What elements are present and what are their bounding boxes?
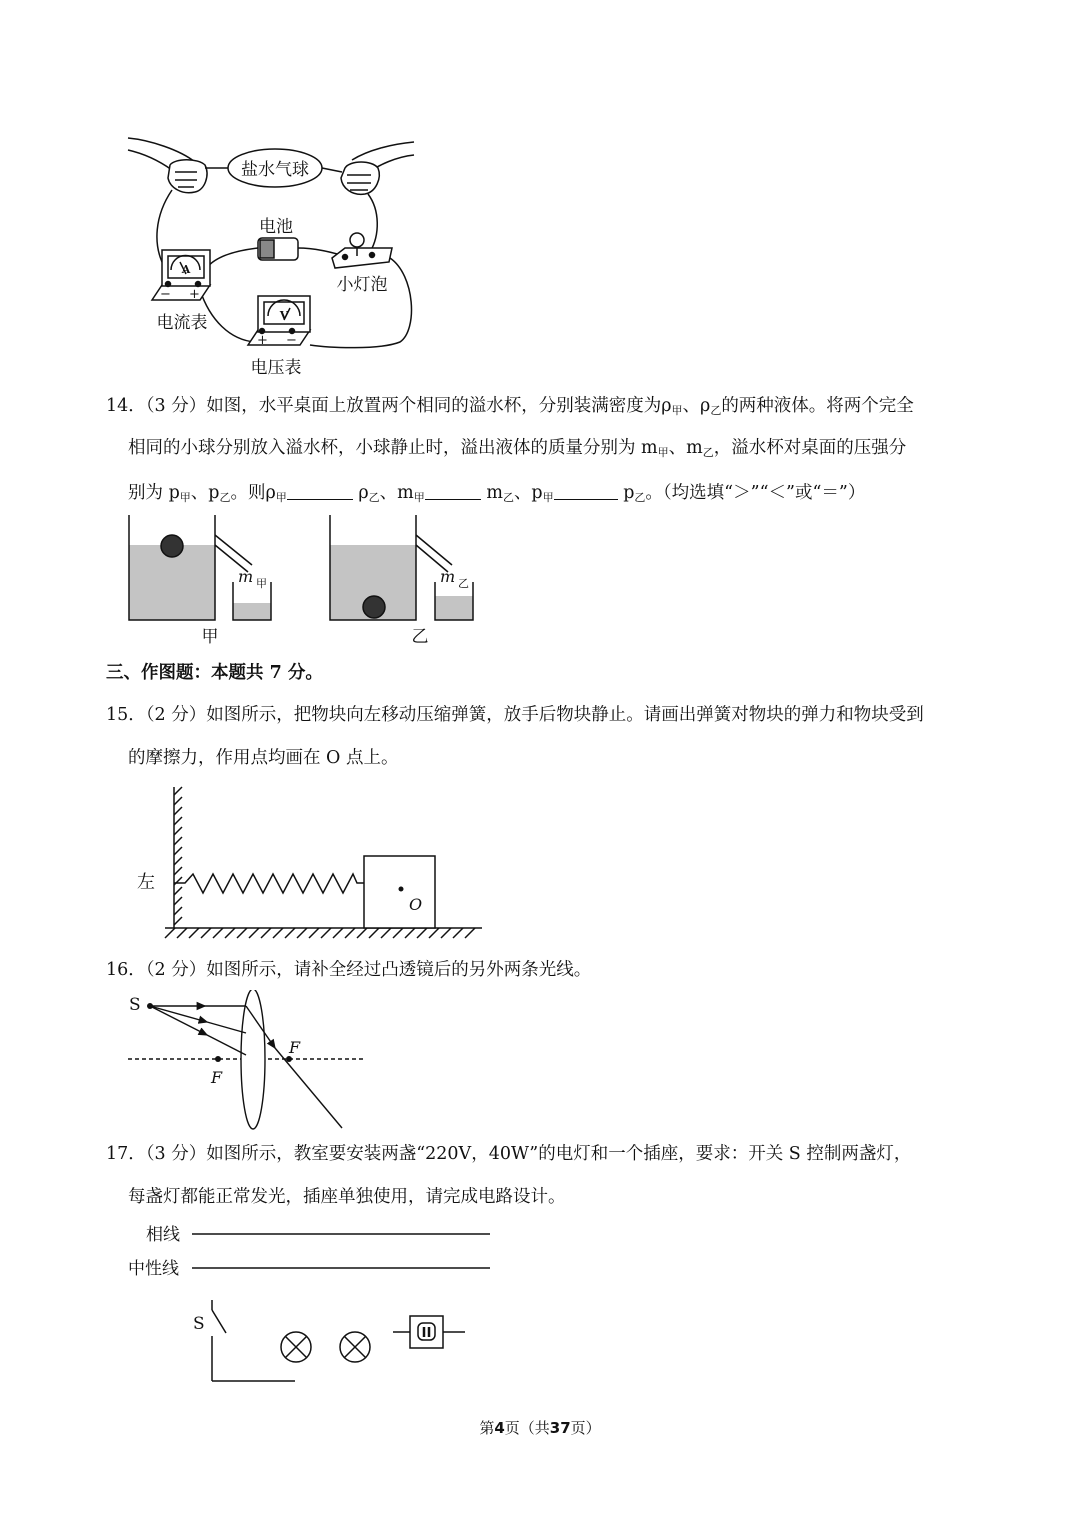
q15-line-1: 15．（2 分）如图所示，把物块向左移动压缩弹簧，放手后物块静止。请画出弹簧对物块的弹力和物块受到: [106, 705, 924, 725]
fig-m-jia: m: [238, 567, 254, 586]
answer-blank-mass[interactable]: [425, 483, 481, 500]
voltmeter-label: 电压表: [250, 358, 302, 378]
q14-line-1: 14．（3 分）如图，水平桌面上放置两个相同的溢水杯，分别装满密度为ρ甲、ρ乙的两种液体。将两个完全: [106, 396, 914, 417]
page-total: 37: [549, 1419, 571, 1437]
fig-m-jia-sub: 甲: [256, 577, 267, 590]
source-label: S: [129, 995, 141, 1015]
q17-line-1: 17．（3 分）如图所示，教室要安装两盏“220V，40W”的电灯和一个插座，要求：开关 S 控制两盏灯，: [106, 1144, 912, 1164]
answer-blank-density[interactable]: [287, 483, 353, 500]
fig-m-yi: m: [440, 567, 456, 586]
figure-spring-block: [120, 780, 490, 950]
fig-label-yi: 乙: [411, 627, 429, 647]
page-number: 4: [494, 1419, 505, 1437]
fig-label-jia: 甲: [201, 627, 219, 647]
balloon-label: 盐水气球: [241, 160, 309, 180]
figure-overflow-cups: [120, 510, 490, 650]
ammeter-minus: −: [160, 287, 171, 302]
q14-line-2: 相同的小球分别放入溢水杯，小球静止时，溢出液体的质量分别为 m甲、m乙，溢水杯对桌面的压强分: [128, 438, 907, 459]
voltmeter-letter: V: [279, 309, 289, 322]
left-label: 左: [137, 872, 155, 893]
section-heading: 三、作图题：本题共 7 分。: [106, 663, 323, 683]
focus-left-dot: [215, 1056, 221, 1062]
neutral-wire-label: 中性线: [128, 1259, 179, 1279]
live-wire-label: 相线: [146, 1225, 180, 1245]
q15-line-2: 的摩擦力，作用点均画在 O 点上。: [128, 748, 399, 768]
q14-line-3: 别为 p甲、p乙。则ρ甲 ρ乙、m甲 m乙、p甲 p乙。（均选填“＞”“＜”或“＝”）: [128, 483, 866, 504]
answer-blank-pressure[interactable]: [554, 483, 618, 500]
point-o-label: O: [409, 895, 423, 914]
voltmeter-plus: +: [257, 333, 268, 348]
figure-convex-lens: [120, 990, 380, 1135]
point-o-dot: [399, 887, 404, 892]
q17-line-2: 每盏灯都能正常发光，插座单独使用，请完成电路设计。: [128, 1187, 566, 1207]
switch-label: S: [193, 1314, 205, 1334]
battery-label: 电池: [259, 217, 293, 237]
ammeter-label: 电流表: [156, 313, 208, 333]
figure-salt-water-circuit: [120, 130, 430, 380]
voltmeter-minus: −: [286, 333, 297, 348]
page-footer: 第4页（共37页）: [479, 1419, 601, 1437]
figure-home-circuit: [120, 1215, 500, 1390]
bulb-label: 小灯泡: [336, 275, 388, 295]
q16-line-1: 16．（2 分）如图所示，请补全经过凸透镜后的另外两条光线。: [106, 960, 592, 980]
ammeter-letter: A: [181, 263, 191, 276]
focus-right-label: F: [289, 1038, 301, 1057]
source-dot: [147, 1003, 153, 1009]
fig-m-yi-sub: 乙: [458, 577, 469, 590]
ammeter-plus: +: [189, 287, 200, 302]
focus-left-label: F: [211, 1068, 223, 1087]
